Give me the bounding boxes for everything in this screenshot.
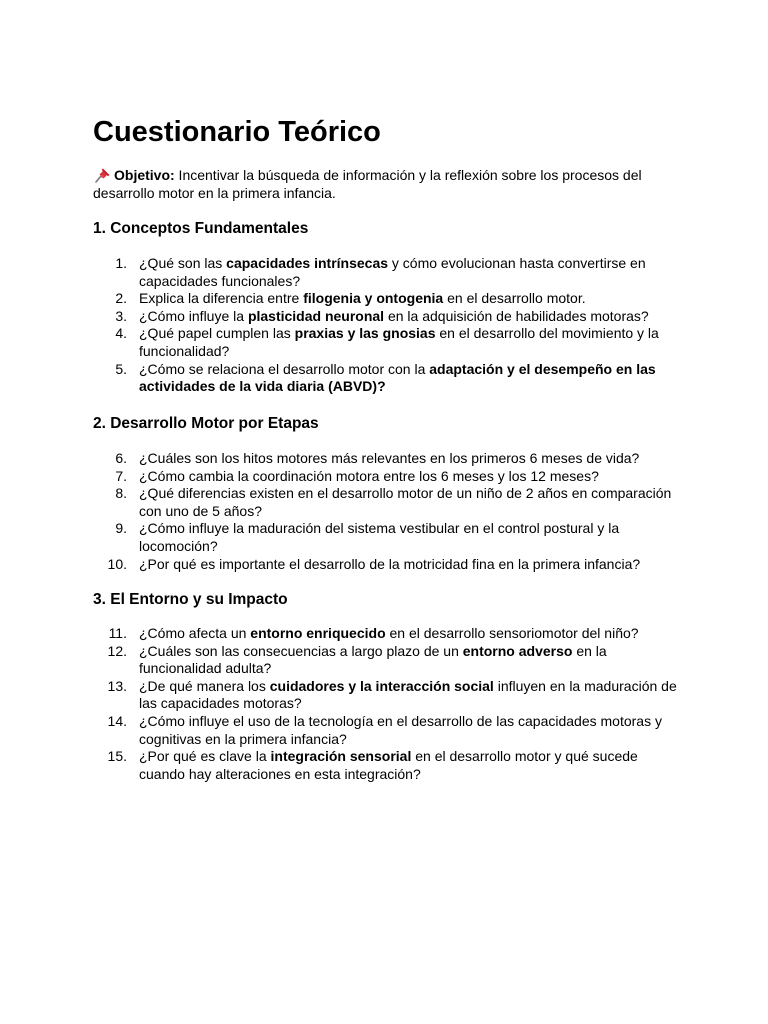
question-number: 3.	[115, 307, 127, 324]
question-text: ¿Cuáles son los hitos motores más relevantes en los primeros 6 meses de vida?	[139, 450, 640, 466]
question-text: ¿Cómo se relaciona el desarrollo motor con la	[139, 360, 430, 377]
question-number: 10.	[107, 555, 127, 572]
question-item	[93, 450, 683, 468]
objective-paragraph	[93, 167, 668, 202]
question-key-term: plasticidad neuronal	[247, 307, 385, 324]
question-item	[93, 748, 683, 783]
question-number: 14.	[107, 712, 127, 729]
question-number: 1.	[115, 255, 127, 271]
question-item	[93, 308, 683, 326]
question-text: ¿Cómo influye la maduración del sistema vestibular en el control postural y la locomoción?	[139, 520, 620, 554]
question-text: en el desarrollo motor y qué sucede cuando hay alteraciones en esta integración?	[139, 748, 638, 782]
question-key-term: cuidadores y la interacción social	[269, 677, 494, 694]
question-key-term: entorno adverso	[462, 642, 573, 659]
question-text: ¿Por qué es clave la	[139, 748, 271, 765]
question-item	[93, 361, 683, 396]
objective-text: Incentivar la búsqueda de información y la reflexión sobre los procesos del desarrollo motor en la primera infancia.	[93, 167, 642, 201]
pushpin-icon	[93, 167, 111, 183]
question-item	[93, 520, 683, 555]
question-text: ¿Por qué es importante el desarrollo de la motricidad fina en la primera infancia?	[139, 555, 641, 572]
question-number: 5.	[115, 360, 127, 377]
question-number: 6.	[115, 450, 127, 466]
question-number: 12.	[107, 642, 127, 659]
question-key-term: capacidades intrínsecas	[226, 255, 389, 271]
question-list-3	[93, 625, 683, 783]
question-text: influyen en la maduración de las capacidades motoras?	[139, 677, 677, 712]
question-key-term: filogenia y ontogenia	[303, 290, 444, 307]
question-text: en el desarrollo del movimiento y la funcionalidad?	[139, 325, 659, 359]
question-number: 4.	[115, 325, 127, 342]
question-text: ¿Qué papel cumplen las	[139, 325, 295, 342]
question-key-term: adaptación y el desempeño en las actividades de la vida diaria (ABVD)?	[139, 360, 656, 395]
question-text: ¿Cómo cambia la coordinación motora entre los 6 meses y los 12 meses?	[139, 467, 599, 484]
question-text: ¿Cómo influye el uso de la tecnología en el desarrollo de las capacidades motoras y cognitivas en la primera infancia?	[139, 712, 662, 747]
question-item	[93, 325, 683, 360]
question-text: Explica la diferencia entre	[139, 290, 304, 307]
objective-label: Objetivo:	[114, 167, 175, 183]
question-key-term: integración sensorial	[270, 748, 412, 765]
question-item	[93, 678, 683, 713]
question-number: 2.	[115, 290, 127, 307]
question-item	[93, 625, 683, 643]
question-list-1	[93, 255, 683, 396]
page-title: Cuestionario Teórico	[93, 116, 381, 148]
question-text: ¿Cómo influye la	[139, 307, 248, 324]
question-number: 7.	[115, 467, 127, 484]
question-number: 8.	[115, 485, 127, 502]
question-text: en el desarrollo motor.	[443, 290, 586, 307]
question-text: ¿Qué son las	[139, 255, 227, 271]
section-heading-2: 2. Desarrollo Motor por Etapas	[93, 415, 319, 432]
question-number: 15.	[107, 748, 127, 765]
question-item	[93, 643, 683, 678]
question-key-term: entorno enriquecido	[250, 625, 386, 641]
question-text: ¿Cómo afecta un	[139, 625, 251, 641]
question-number: 13.	[107, 677, 127, 694]
question-item	[93, 255, 683, 290]
question-text: en la funcionalidad adulta?	[139, 642, 607, 677]
question-text: ¿Cuáles son las consecuencias a largo plazo de un	[139, 642, 463, 659]
question-item	[93, 485, 683, 520]
question-text: y cómo evolucionan hasta convertirse en capacidades funcionales?	[139, 255, 646, 289]
question-key-term: praxias y las gnosias	[294, 325, 436, 342]
question-text: en la adquisición de habilidades motoras?	[384, 307, 649, 324]
question-item	[93, 556, 683, 574]
question-number: 9.	[115, 520, 127, 537]
question-list-2	[93, 450, 683, 573]
section-heading-3: 3. El Entorno y su Impacto	[93, 591, 288, 608]
question-number: 11.	[108, 625, 127, 641]
question-text: ¿De qué manera los	[139, 677, 270, 694]
question-item	[93, 468, 683, 486]
section-heading-1: 1. Conceptos Fundamentales	[93, 220, 309, 237]
question-text: en el desarrollo sensoriomotor del niño?	[385, 625, 639, 641]
question-text: ¿Qué diferencias existen en el desarrollo motor de un niño de 2 años en comparación con uno de 5 años?	[139, 485, 672, 519]
question-item	[93, 290, 683, 308]
question-item	[93, 713, 683, 748]
